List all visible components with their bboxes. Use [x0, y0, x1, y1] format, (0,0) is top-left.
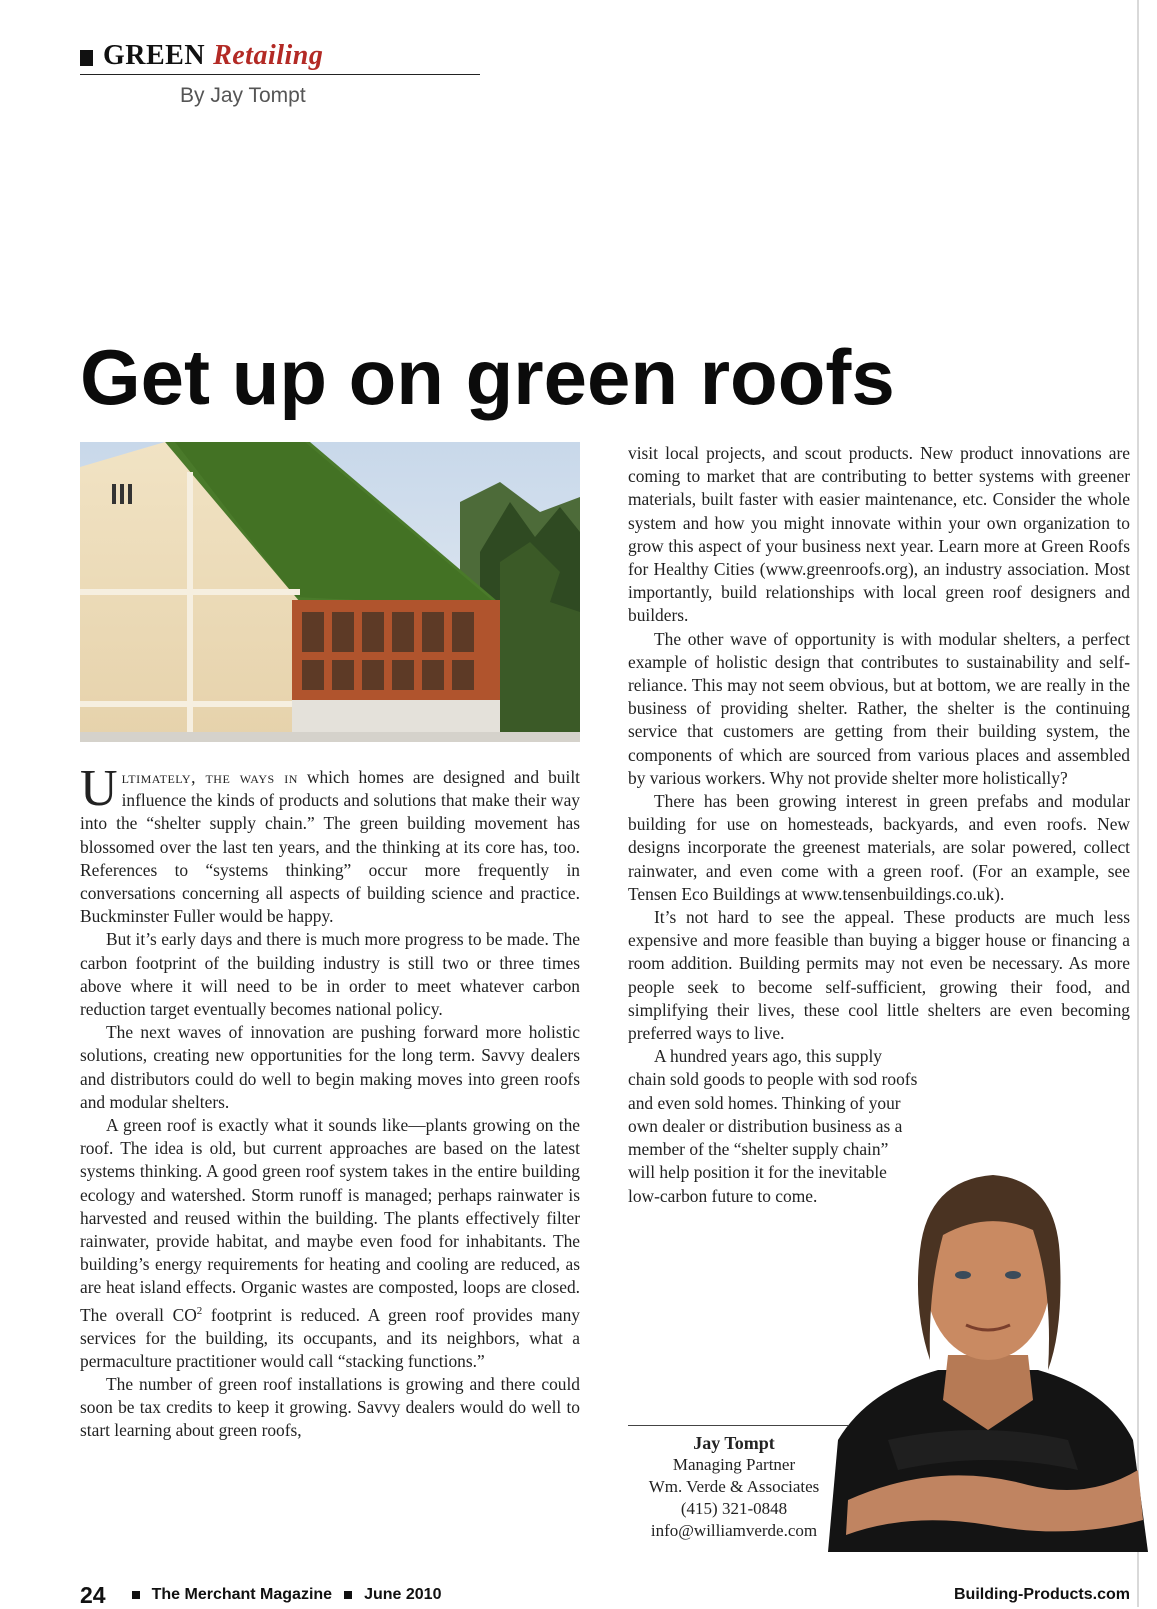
co2-subscript: 2 — [196, 1304, 203, 1317]
contact-rule — [628, 1425, 848, 1426]
byline: By Jay Tompt — [180, 84, 306, 107]
footer-bullet-icon — [344, 1591, 352, 1599]
paragraph-3: The next waves of innovation are pushing forward more holistic solutions, creating new opportunities for the long term. Savvy dealers and distributors could do well to begin making moves into green roofs and modular shelters. — [80, 1022, 580, 1112]
page-footer — [80, 1582, 1130, 1608]
right-paragraph-5: A hundred years ago, this supply chain sold goods to people with sod roofs and even sold homes. Thinking of your own dealer or distribution business as a member of the “shelter supply chain” will help position it for the inevitable low-carbon future to come. — [628, 1046, 918, 1206]
page-number: 24 — [80, 1581, 106, 1608]
right-paragraph-1: visit local projects, and scout products. New product innovations are coming to market that are contributing to better systems with greener materials, built faster with easier maintenance, etc. Consider the whole system and how you might innovate within your own organization to grow this aspect of your business next year. Learn more at Green Roofs for Healthy Cities (www.greenroofs.org), an industry association. Most importantly, build relationships with local green roof designers and builders. — [628, 443, 1130, 626]
author-portrait — [828, 1140, 1148, 1552]
right-paragraph-4: It’s not hard to see the appeal. These products are much less expensive and more feasible than buying a bigger house or financing a room addition. Building permits may not even be necessary. As more people seek to become self-sufficient, growing their food, and simplifying their lives, these cool little shelters are even becoming preferred ways to live. — [628, 907, 1130, 1044]
author-contact — [628, 1432, 840, 1542]
author-email: info@williamverde.com — [650, 1521, 818, 1540]
author-company: Wm. Verde & Associates — [648, 1477, 820, 1496]
headline: Get up on green roofs — [80, 333, 895, 421]
website: Building-Products.com — [954, 1586, 1130, 1603]
drop-cap: U — [80, 760, 118, 817]
paragraph-4-text: A green roof is exactly what it sounds like—plants growing on the roof. The idea is old, but current approaches are based on the latest systems thinking. A good green roof system takes in the entire building ecology and watershed. Storm runoff is managed; perhaps rainwater is harvested and reused within the building. The plants effectively filter rainwater, provide habitat, and maybe even food for inhabitants. The building’s energy requirements for heating and cooling are reduced, as are heat island effects. Organic wastes are composted, loops are closed. The overall CO — [80, 1115, 580, 1325]
section-main: GREEN — [103, 40, 206, 71]
author-title: Managing Partner — [672, 1455, 796, 1474]
right-paragraph-2: The other wave of opportunity is with modular shelters, a perfect example of holistic design that contributes to sustainability and self-reliance. This may not seem obvious, but at bottom, we are really in the business of providing shelter. Rather, the shelter is the continuing service that customers are getting from their building system, the components of which are sourced from various places and assembled by various workers. Why not provide shelter more holistically? — [628, 628, 1130, 788]
section-title — [80, 40, 480, 72]
issue-date: June 2010 — [364, 1586, 442, 1603]
green-roof-photo — [80, 442, 580, 742]
square-bullet-icon — [80, 50, 93, 66]
footer-bullet-icon — [132, 1591, 140, 1599]
lead-smallcaps: ltimately, the ways in — [121, 767, 298, 787]
paragraph-4-end: footprint is reduced. A green roof provides many services for the building, its occupants, and its neighbors, what a permaculture practitioner would call “stacking functions.” — [80, 1304, 580, 1371]
lead-paragraph — [80, 760, 580, 928]
section-sub: Retailing — [213, 40, 324, 71]
author-phone: (415) 321-0848 — [680, 1499, 788, 1518]
lead-text: which homes are designed and built influence the kinds of products and solutions that make their way into the “shelter supply chain.” The green building movement has blossomed over the last ten years, and the thinking at its core has, too. References to “systems thinking” occur more frequently in conversations concerning all aspects of building science and practice. Buckminster Fuller would be happy. — [80, 767, 580, 927]
article-right-column — [628, 442, 1130, 1208]
section-header — [80, 40, 480, 107]
magazine-name: The Merchant Magazine — [151, 1586, 333, 1603]
article-left-column — [80, 760, 580, 1443]
paragraph-2: But it’s early days and there is much more progress to be made. The carbon footprint of the building industry is still two or three times above where it will need to be in order to meet whatever carbon reduction target eventually becomes national policy. — [80, 929, 580, 1020]
barn-illustration — [80, 442, 580, 742]
right-paragraph-3: There has been growing interest in green prefabs and modular building for use on homesteads, backyards, and even roofs. New designs incorporate the greenest materials, are solar powered, collect rainwater, and even come with a green roof. (For an example, see Tensen Eco Buildings at www.tensenbuildings.co.uk). — [628, 791, 1130, 904]
author-photo-illustration — [828, 1140, 1148, 1552]
paragraph-5: The number of green roof installations is growing and there could soon be tax credits to keep it growing. Savvy dealers would do well to start learning about green roofs, — [80, 1374, 580, 1441]
header-rule — [80, 74, 480, 75]
paragraph-4 — [80, 1114, 580, 1373]
author-name: Jay Tompt — [693, 1433, 775, 1453]
